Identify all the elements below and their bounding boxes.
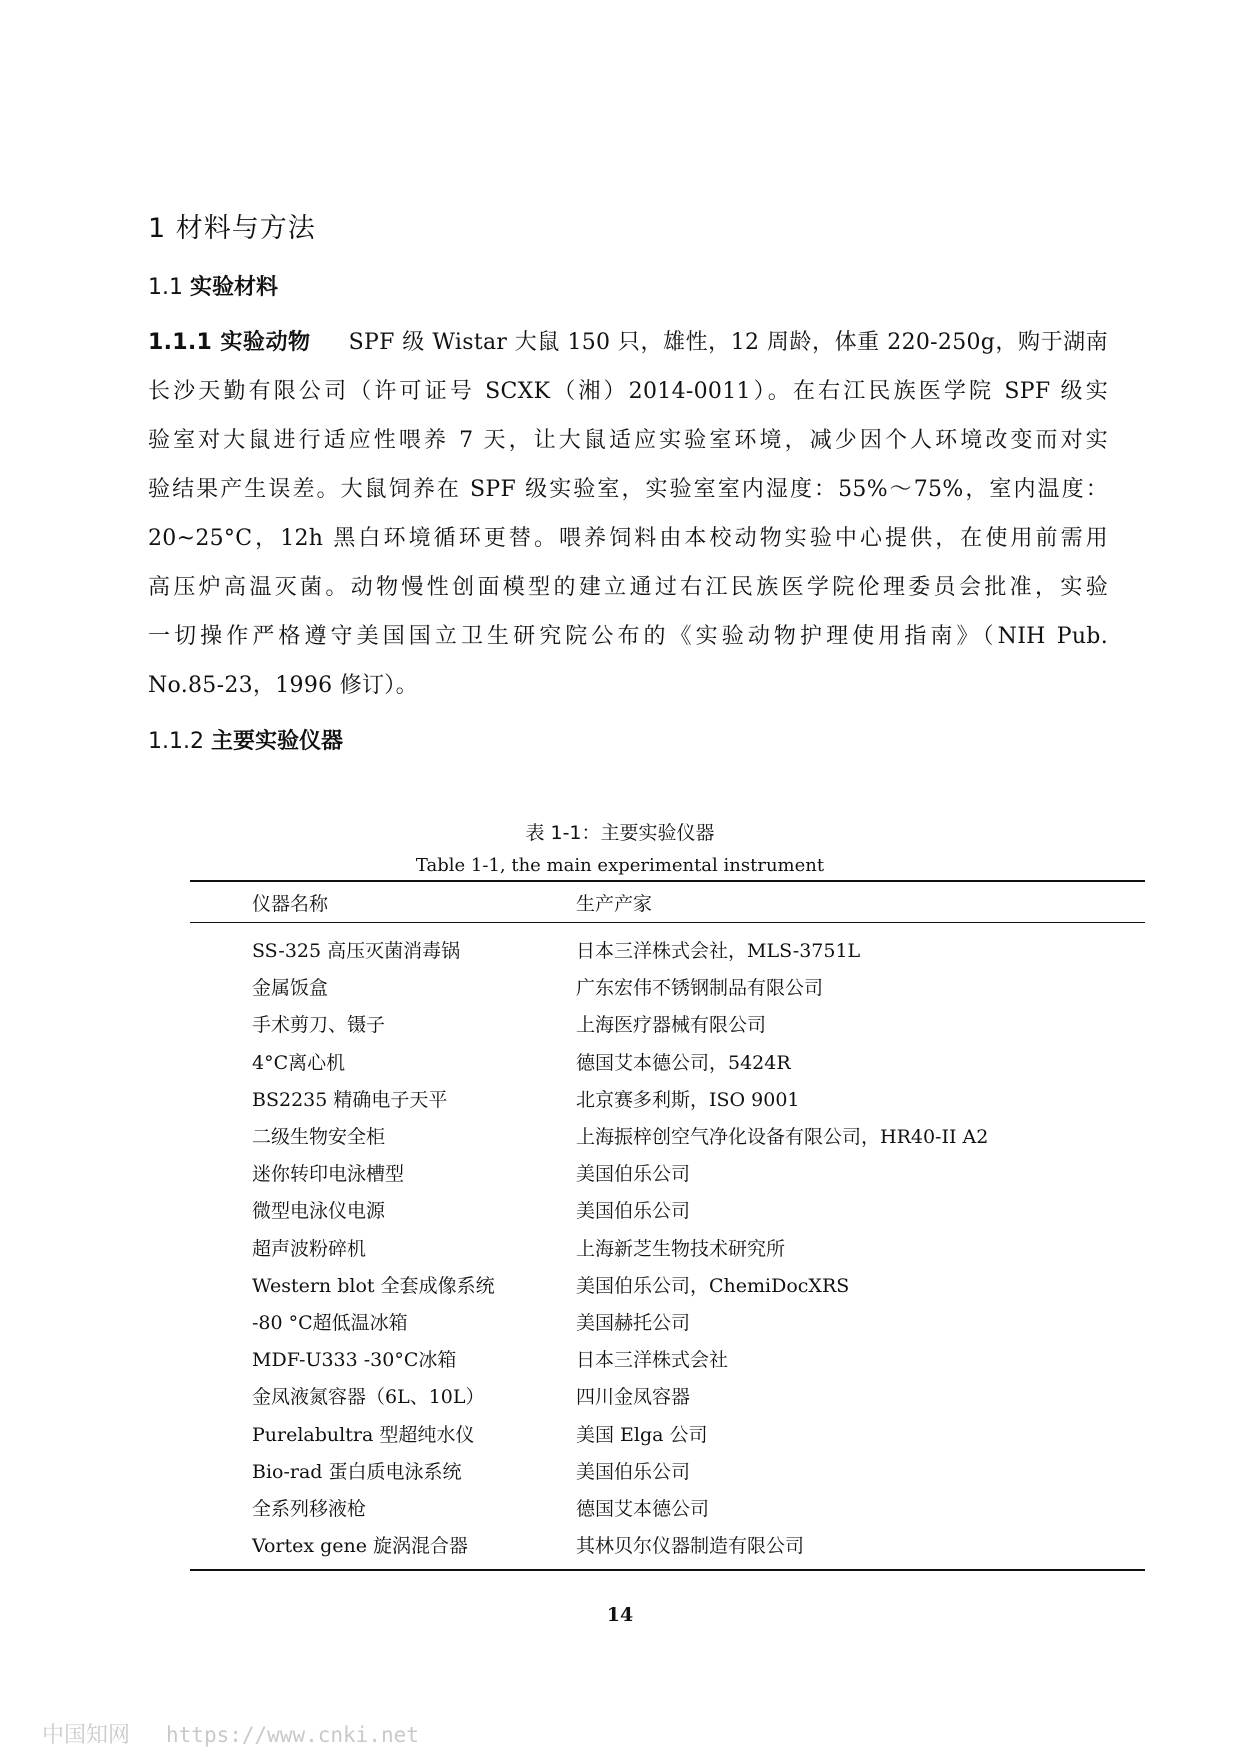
manufacturer-cell: 日本三洋株式会社，MLS-3751L (576, 940, 861, 963)
instrument-name-cell: 迷你转印电泳槽型 (252, 1163, 405, 1186)
section-heading-1-1-2 (148, 724, 343, 755)
manufacturer-cell: 上海振梓创空气净化设备有限公司，HR40-II A2 (576, 1126, 989, 1149)
instrument-name-cell: -80 °C超低温冰箱 (252, 1311, 408, 1334)
manufacturer-cell: 德国艾本德公司，5424R (576, 1051, 791, 1074)
table-row (190, 1043, 1145, 1080)
manufacturer-cell: 上海新芝生物技术研究所 (576, 1237, 786, 1260)
manufacturer-cell: 美国伯乐公司 (576, 1460, 691, 1483)
paragraph-line: 验结果产生误差。大鼠饲养在 SPF 级实验室，实验室室内湿度：55%～75%，室内温度： (148, 477, 1108, 502)
table-row (190, 1080, 1145, 1117)
section-title: 主要实验仪器 (210, 729, 343, 754)
instrument-name-cell: 微型电泳仪电源 (252, 1200, 386, 1223)
table-caption-cn: 表 1-1：主要实验仪器 (525, 822, 715, 844)
cnki-watermark (42, 1718, 419, 1749)
table-row (190, 1526, 1145, 1570)
table-row (190, 1489, 1145, 1526)
table-row (190, 1005, 1145, 1042)
table-caption-en: Table 1-1, the main experimental instrument (415, 855, 825, 876)
section-number: 1.1.2 (148, 729, 211, 754)
instrument-name-cell: MDF-U333 -30°C冰箱 (252, 1349, 457, 1372)
column-header-instrument: 仪器名称 (190, 881, 576, 923)
instrument-name-cell: 金属饭盒 (252, 977, 329, 1000)
instrument-name-cell: Vortex gene 旋涡混合器 (190, 1526, 576, 1570)
table-row (190, 1414, 1145, 1451)
manufacturer-cell: 美国伯乐公司，ChemiDocXRS (576, 1274, 850, 1297)
manufacturer-cell: 四川金凤容器 (576, 1386, 691, 1409)
manufacturer-cell: 美国伯乐公司 (576, 1200, 691, 1223)
instrument-name-cell: 手术剪刀、镊子 (252, 1014, 386, 1037)
instrument-table (190, 880, 1145, 1571)
paragraph-line: 高压炉高温灭菌。动物慢性创面模型的建立通过右江民族医学院伦理委员会批准，实验 (148, 575, 1108, 600)
manufacturer-cell: 德国艾本德公司 (576, 1497, 710, 1520)
paragraph-line: 1.1.1 实验动物 SPF 级 Wistar 大鼠 150 只，雄性，12 周龄，体重 220-250g，购于湖南 (148, 330, 1108, 355)
column-header-manufacturer: 生产产家 (576, 881, 1145, 923)
paragraph-line: 长沙天勤有限公司（许可证号 SCXK（湘）2014-0011）。在右江民族医学院 SPF 级实 (148, 379, 1108, 404)
paragraph-line: 一切操作严格遵守美国国立卫生研究院公布的《实验动物护理使用指南》（NIH Pub. (148, 624, 1108, 649)
section-title: 实验材料 (189, 275, 278, 300)
manufacturer-cell: 日本三洋株式会社 (576, 1349, 729, 1372)
manufacturer-cell: 广东宏伟不锈钢制品有限公司 (576, 977, 824, 1000)
section-number: 1.1 (148, 275, 190, 300)
table-row (190, 1154, 1145, 1191)
page-number: 14 (606, 1604, 634, 1626)
table-row (190, 1303, 1145, 1340)
manufacturer-cell: 美国赫托公司 (576, 1311, 691, 1334)
manufacturer-cell: 上海医疗器械有限公司 (576, 1014, 767, 1037)
paragraph-experimental-animals (148, 318, 1108, 710)
instrument-name-cell: Bio-rad 蛋白质电泳系统 (252, 1460, 462, 1483)
watermark-name: 中国知网 (42, 1723, 131, 1748)
table-row (190, 1377, 1145, 1414)
section-heading-1-1 (148, 270, 278, 301)
table-row (190, 1452, 1145, 1489)
paragraph-line: No.85-23，1996 修订）。 (148, 673, 418, 698)
instrument-name-cell: 金凤液氮容器（6L、10L） (252, 1386, 485, 1409)
instrument-name-cell: Purelabultra 型超纯水仪 (252, 1423, 475, 1446)
table-row (190, 968, 1145, 1005)
manufacturer-cell: 美国伯乐公司 (576, 1163, 691, 1186)
instrument-name-cell: BS2235 精确电子天平 (252, 1088, 448, 1111)
instrument-name-cell: 全系列移液枪 (252, 1497, 367, 1520)
table-row (190, 1340, 1145, 1377)
paragraph-line: 验室对大鼠进行适应性喂养 7 天，让大鼠适应实验室环境，减少因个人环境改变而对实 (148, 428, 1108, 453)
subsection-lead: 1.1.1 实验动物 (148, 330, 311, 355)
watermark-url: https://www.cnki.net (166, 1723, 419, 1747)
manufacturer-cell: 其林贝尔仪器制造有限公司 (576, 1526, 1145, 1570)
instrument-name-cell: Western blot 全套成像系统 (252, 1274, 495, 1297)
table-row (190, 923, 1145, 969)
table-row (190, 1266, 1145, 1303)
instrument-name-cell: SS-325 高压灭菌消毒锅 (252, 940, 461, 963)
paragraph-line: 20~25°C，12h 黑白环境循环更替。喂养饲料由本校动物实验中心提供，在使用前需用 (148, 526, 1108, 551)
table-row (190, 1117, 1145, 1154)
instrument-name-cell: 二级生物安全柜 (252, 1126, 386, 1149)
manufacturer-cell: 美国 Elga 公司 (576, 1423, 708, 1446)
instrument-name-cell: 超声波粉碎机 (252, 1237, 367, 1260)
table-row (190, 1229, 1145, 1266)
table-row (190, 1191, 1145, 1228)
table-header-row (190, 881, 1145, 923)
manufacturer-cell: 北京赛多利斯，ISO 9001 (576, 1088, 800, 1111)
section-heading-1: 1 材料与方法 (148, 213, 316, 244)
instrument-name-cell: 4°C离心机 (252, 1051, 346, 1074)
